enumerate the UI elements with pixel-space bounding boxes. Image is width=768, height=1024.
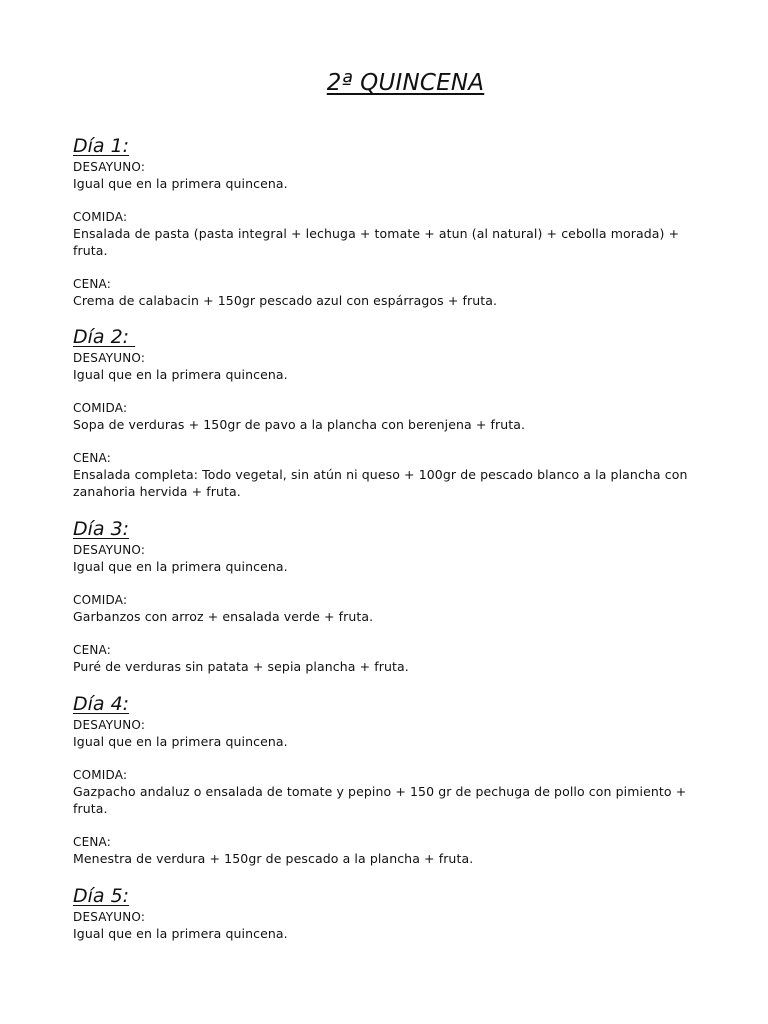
meal-text: Crema de calabacin + 150gr pescado azul con espárragos + fruta. bbox=[73, 293, 498, 308]
meal-label: CENA: bbox=[73, 451, 111, 465]
meal-text: Igual que en la primera quincena. bbox=[73, 926, 288, 941]
meal-label: DESAYUNO: bbox=[73, 160, 146, 174]
meal-breakfast bbox=[73, 909, 698, 942]
day-heading: Día 5: bbox=[73, 885, 130, 907]
document-title: 2ª QUINCENA bbox=[326, 70, 485, 96]
meal-label: COMIDA: bbox=[73, 401, 128, 415]
meal-label: COMIDA: bbox=[73, 768, 128, 782]
meal-label: DESAYUNO: bbox=[73, 351, 146, 365]
meal-label: DESAYUNO: bbox=[73, 543, 146, 557]
meal-dinner bbox=[73, 642, 698, 675]
day-heading: Día 2: bbox=[73, 326, 136, 348]
meal-label: COMIDA: bbox=[73, 210, 128, 224]
meal-text: Ensalada de pasta (pasta integral + lechuga + tomate + atun (al natural) + cebolla morada) + fruta. bbox=[73, 226, 680, 258]
day-section-5 bbox=[73, 884, 698, 942]
meal-breakfast bbox=[73, 159, 698, 192]
meal-dinner bbox=[73, 276, 698, 309]
meal-label: DESAYUNO: bbox=[73, 910, 146, 924]
meal-text: Garbanzos con arroz + ensalada verde + fruta. bbox=[73, 609, 374, 624]
meal-text: Sopa de verduras + 150gr de pavo a la plancha con berenjena + fruta. bbox=[73, 417, 526, 432]
meal-text: Igual que en la primera quincena. bbox=[73, 559, 288, 574]
day-section-3 bbox=[73, 517, 698, 675]
meal-text: Igual que en la primera quincena. bbox=[73, 734, 288, 749]
meal-text: Puré de verduras sin patata + sepia plancha + fruta. bbox=[73, 659, 409, 674]
meal-breakfast bbox=[73, 350, 698, 383]
meal-label: CENA: bbox=[73, 835, 111, 849]
meal-breakfast bbox=[73, 717, 698, 750]
day-heading: Día 1: bbox=[73, 135, 130, 157]
meal-text: Igual que en la primera quincena. bbox=[73, 176, 288, 191]
meal-label: DESAYUNO: bbox=[73, 718, 146, 732]
meal-label: CENA: bbox=[73, 643, 111, 657]
meal-lunch bbox=[73, 400, 698, 433]
meal-lunch bbox=[73, 767, 698, 817]
meal-dinner bbox=[73, 450, 698, 500]
day-section-2 bbox=[73, 325, 698, 500]
meal-text: Menestra de verdura + 150gr de pescado a la plancha + fruta. bbox=[73, 851, 474, 866]
meal-breakfast bbox=[73, 542, 698, 575]
meal-text: Ensalada completa: Todo vegetal, sin atún ni queso + 100gr de pescado blanco a la plancha con zanahoria hervida + fruta. bbox=[73, 467, 688, 499]
day-section-1 bbox=[73, 134, 698, 309]
meal-text: Igual que en la primera quincena. bbox=[73, 367, 288, 382]
meal-text: Gazpacho andaluz o ensalada de tomate y pepino + 150 gr de pechuga de pollo con pimiento + fruta. bbox=[73, 784, 687, 816]
meal-label: CENA: bbox=[73, 277, 111, 291]
day-section-4 bbox=[73, 692, 698, 867]
day-heading: Día 3: bbox=[73, 518, 130, 540]
meal-dinner bbox=[73, 834, 698, 867]
meal-lunch bbox=[73, 592, 698, 625]
meal-lunch bbox=[73, 209, 698, 259]
day-heading: Día 4: bbox=[73, 693, 130, 715]
meal-label: COMIDA: bbox=[73, 593, 128, 607]
